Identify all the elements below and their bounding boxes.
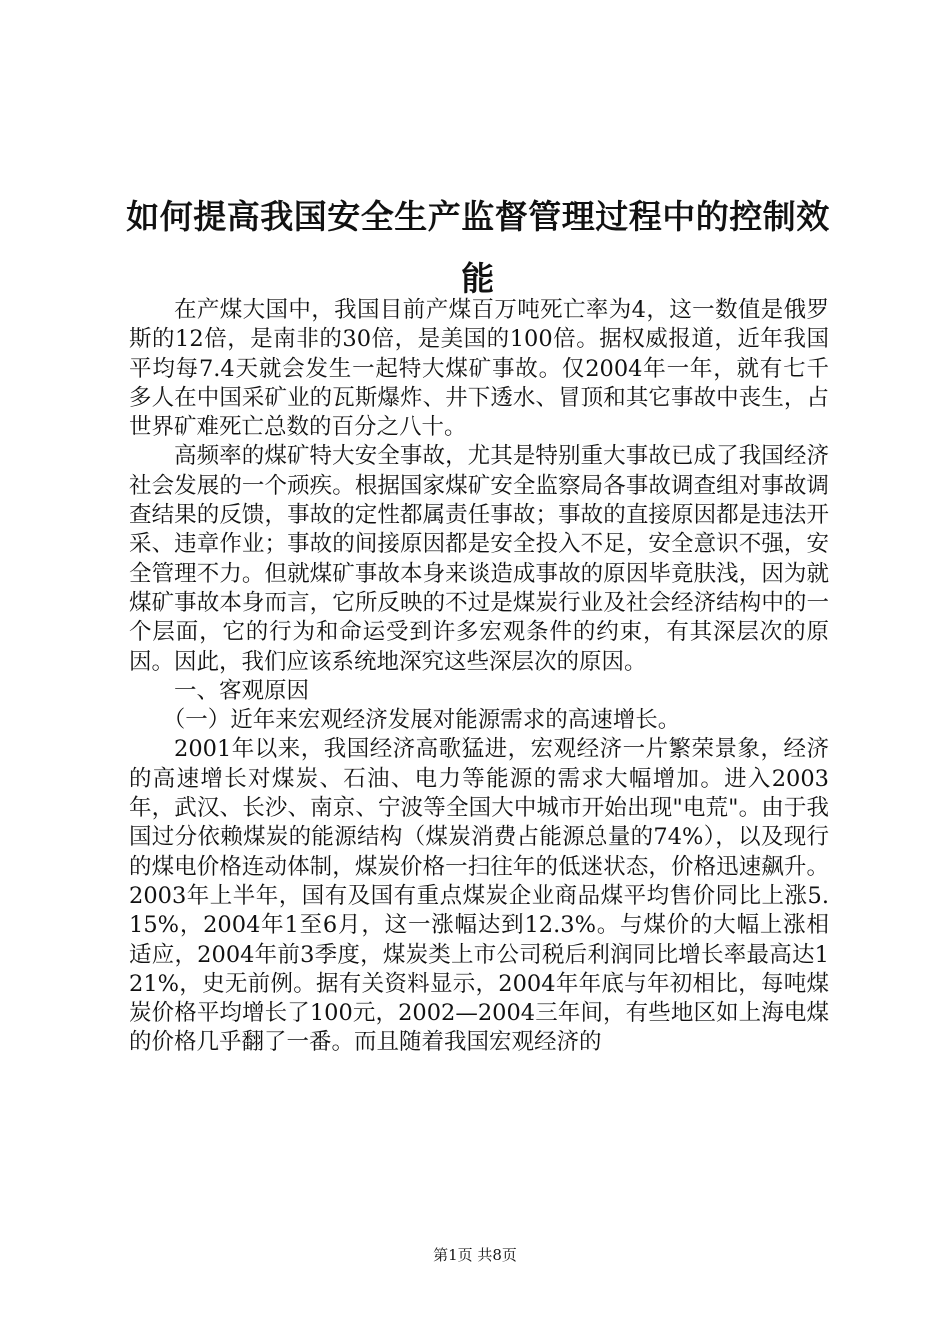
document-body xyxy=(129,296,829,1058)
document-title: 如何提高我国安全生产监督管理过程中的控制效能 xyxy=(126,197,830,298)
page-number-footer: 第1页 共8页 xyxy=(433,1246,517,1264)
subsection-heading-energy-demand: （一）近年来宏观经济发展对能源需求的高速增长。 xyxy=(162,707,681,734)
paragraph-economic-growth: 2001年以来，我国经济高歌猛进，宏观经济一片繁荣景象，经济的高速增长对煤炭、石油、电力等能源的需求大幅增加。进入2003年，武汉、长沙、南京、宁波等全国大中城市开始出现"电荒"。由于我国过分依赖煤炭的能源结构（煤炭消费占能源总量的74%），以及现行的煤电价格连动体制，煤炭价格一扫往年的低迷状态，价格迅速飙升。2003年上半年，国有及国有重点煤炭企业商品煤平均售价同比上涨5.15%，2004年1至6月，这一涨幅达到12.3%。与煤价的大幅上涨相适应，2004年前3季度，煤炭类上市公司税后利润同比增长率最高达121%，史无前例。据有关资料显示，2004年年底与年初相比，每吨煤炭价格平均增长了100元，2002—2004三年间，有些地区如上海电煤的价格几乎翻了一番。而且随着我国宏观经济的 xyxy=(129,736,829,1056)
paragraph-accident-causes: 高频率的煤矿特大安全事故，尤其是特别重大事故已成了我国经济社会发展的一个顽疾。根据国家煤矿安全监察局各事故调查组对事故调查结果的反馈，事故的定性都属责任事故；事故的直接原因都是违法开采、违章作业；事故的间接原因都是安全投入不足，安全意识不强，安全管理不力。但就煤矿事故本身来谈造成事故的原因毕竟肤浅，因为就煤矿事故本身而言，它所反映的不过是煤炭行业及社会经济结构中的一个层面，它的行为和命运受到许多宏观条件的约束，有其深层次的原因。因此，我们应该系统地深究这些深层次的原因。 xyxy=(129,443,829,675)
section-heading-objective-causes: 一、客观原因 xyxy=(174,677,310,704)
paragraph-mining-fatality-rate: 在产煤大国中，我国目前产煤百万吨死亡率为4，这一数值是俄罗斯的12倍，是南非的30倍，是美国的100倍。据权威报道，近年我国平均每7.4天就会发生一起特大煤矿事故。仅2004年一年，就有七千多人在中国采矿业的瓦斯爆炸、井下透水、冒顶和其它事故中丧生，占世界矿难死亡总数的百分之八十。 xyxy=(129,297,829,441)
